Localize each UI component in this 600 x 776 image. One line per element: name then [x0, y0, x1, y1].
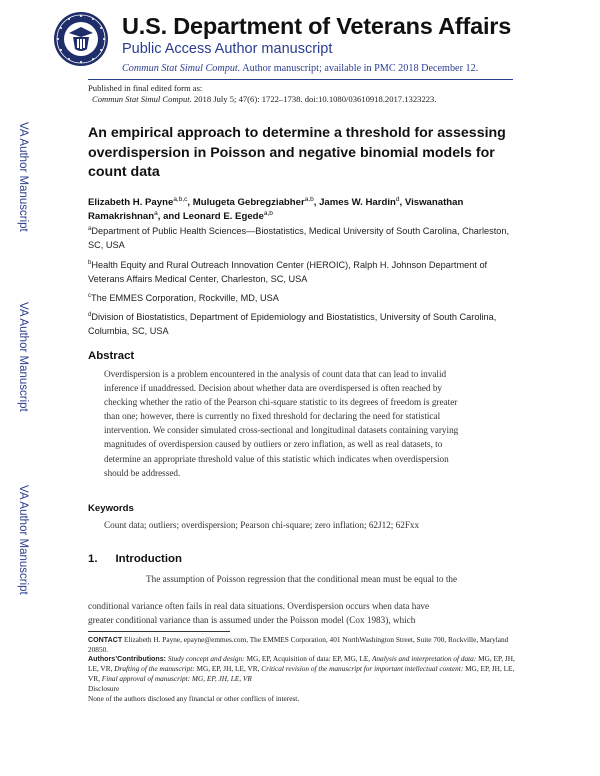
footnote-divider — [88, 631, 230, 632]
intro-paragraph-cont: conditional variance often fails in real data situations. Overdispersion occurs when data have greater conditional variance than is assumed under the Poisson model (Cox 1983), which — [88, 601, 430, 625]
agency-name: U.S. Department of Veterans Affairs — [122, 13, 512, 39]
published-details — [92, 94, 436, 104]
author-list — [88, 196, 518, 224]
va-seal-icon — [53, 11, 109, 67]
author: Elizabeth H. Payne$^{a,b,c}$, — [88, 195, 193, 208]
author: James W. Hardin$^d$, — [319, 195, 405, 208]
affiliation: $^c$The EMMES Corporation, Rockville, MD, USA — [88, 292, 279, 303]
affiliation: $^b$Health Equity and Rural Outreach Innovation Center (HEROIC), Ralph H. Johnson Department of Veterans Affairs Medical Center, Charleston, SC, USA — [88, 259, 488, 284]
header-divider — [88, 79, 513, 80]
abstract-body: Overdispersion is a problem encountered in the analysis of count data that can lead to invalid inference if unaddressed. Decision about whether data are overdispersed is often reached by checking whether the ratio of the Pearson chi-square statistic to its degrees of freedom is greater than one; however, there is currently no fixed threshold for declaring the need for statistical intervention. We consider simulated cross-sectional and longitudinal datasets containing varying magnitudes of overdispersion caused by outliers or zero inflation, as well as real datasets, to determine an appropriate threshold value of this statistic which indicates when overdispersion should be addressed. — [104, 369, 459, 478]
contact-footnote: CONTACT Elizabeth H. Payne, epayne@emmes.com, The EMMES Corporation, 401 NorthWashington Street, Suite 700, Rockville, Maryland 20850. — [88, 635, 509, 655]
keywords: Count data; outliers; overdispersion; Pearson chi-square; zero inflation; 62J12; 62Fxx — [104, 520, 420, 530]
manuscript-type: Public Access Author manuscript — [122, 41, 333, 57]
author: Viswanathan Ramakrishnan$^a$, and — [88, 197, 464, 222]
citation — [122, 63, 478, 74]
contributions-footnote: Authors’Contributions: Study concept and design: MG, EP, Acquisition of data: EP, MG, LE, Analysis and interpretation of data: MG, EP, JH, LE, VR, Drafting of the manuscript: MG, EP, JH, LE, VR, Critical revision of the manuscript for important intellectual content: MG, EP, JH, LE, VR, Final approval of manuscript: MG, EP, JH, LE, VR — [88, 654, 515, 683]
intro-paragraph: The assumption of Poisson regression that the conditional mean must be equal to the — [146, 574, 458, 584]
side-label-1: VA Author Manuscript — [17, 122, 29, 232]
article-title: An empirical approach to determine a threshold for assessing overdispersion in Poisson and negative binomial models for count data — [88, 125, 506, 180]
side-label-3: VA Author Manuscript — [17, 485, 29, 595]
journal-name: Commun Stat Simul Comput. — [122, 63, 241, 74]
affiliation: $^d$Division of Biostatistics, Department of Epidemiology and Biostatistics, University of South Carolina, Columbia, SC, USA — [88, 311, 497, 336]
disclosure-heading: Disclosure — [88, 684, 120, 693]
author: Leonard E. Egede$^{a,b}$ — [182, 209, 273, 222]
published-journal: Commun Stat Simul Comput. — [92, 94, 192, 104]
availability: Author manuscript; available in PMC 2018 December 12. — [240, 63, 479, 74]
abstract-heading: Abstract — [88, 350, 135, 362]
keywords-heading: Keywords — [88, 503, 134, 514]
published-citation: 2018 July 5; 47(6): 1722–1738. doi:10.1080/03610918.2017.1323223. — [191, 94, 437, 104]
published-label: Published in final edited form as: — [88, 83, 203, 93]
author: Mulugeta Gebregziabher$^{a,b}$, — [192, 195, 320, 208]
disclosure-text: None of the authors disclosed any financial or other conflicts of interest. — [88, 694, 300, 703]
affiliation: $^a$Department of Public Health Sciences—Biostatistics, Medical University of South Carolina, Charleston, SC, USA — [88, 225, 510, 250]
side-label-2: VA Author Manuscript — [17, 302, 29, 412]
section-heading: 1. Introduction — [88, 553, 182, 565]
